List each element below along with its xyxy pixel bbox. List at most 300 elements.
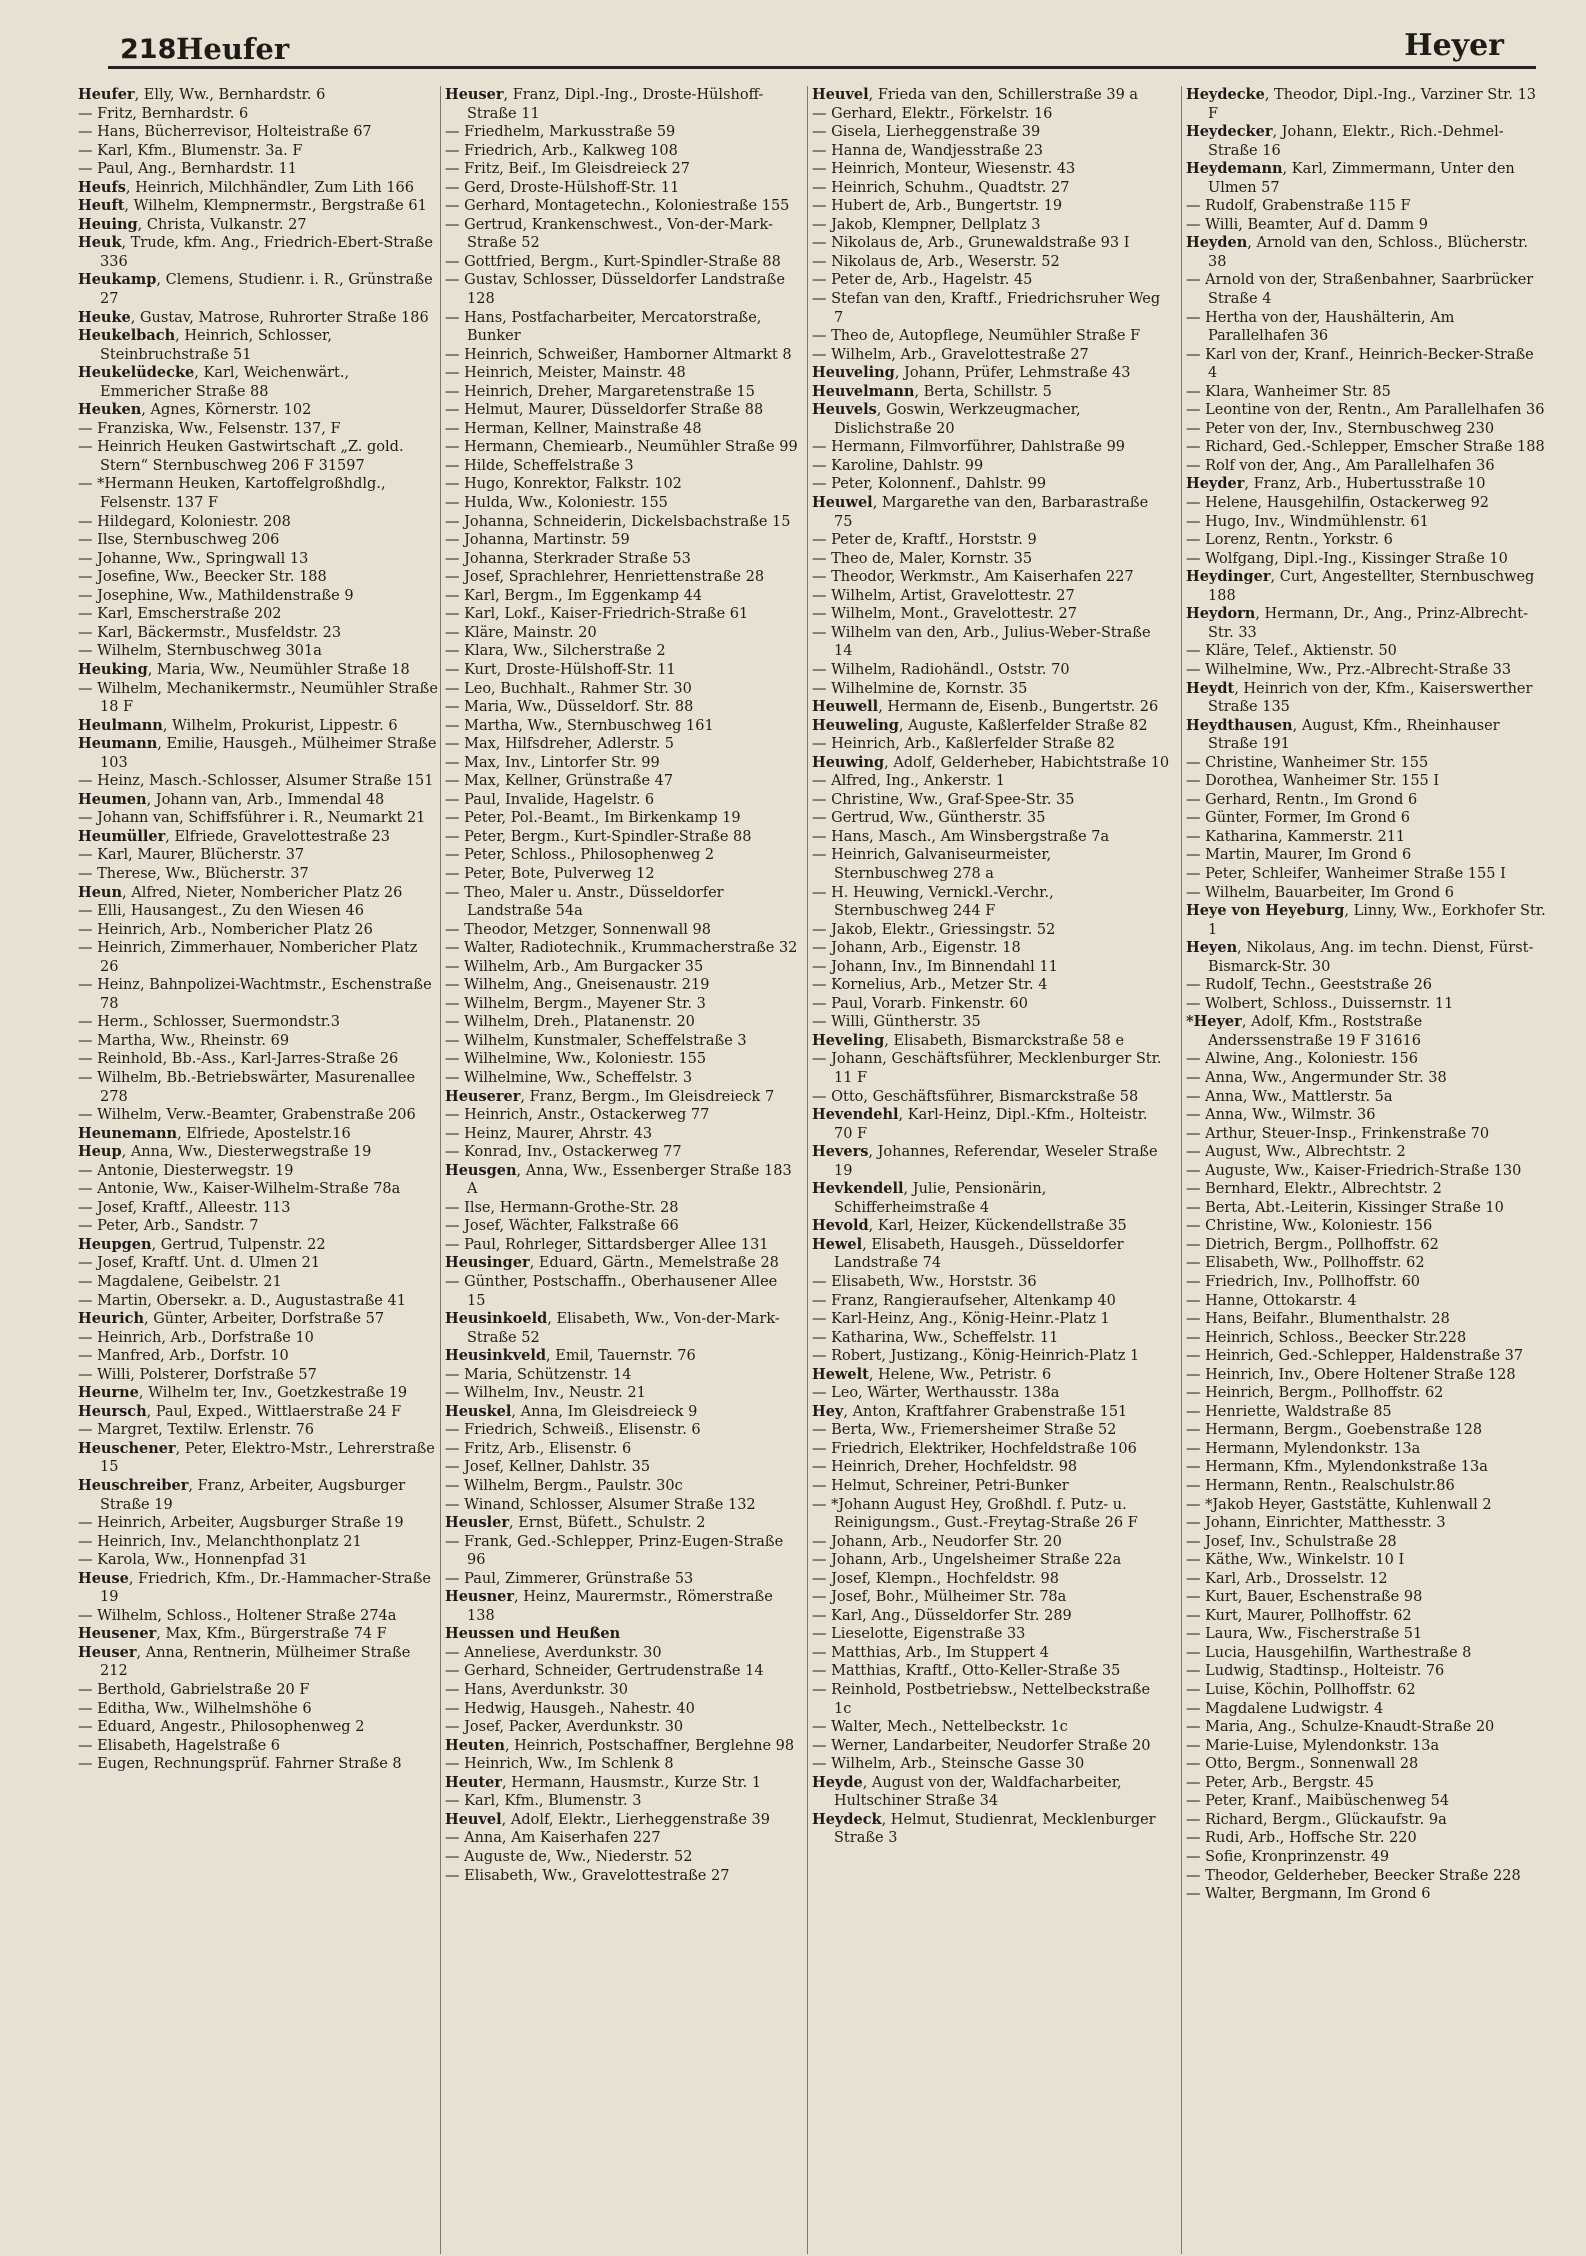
directory-entry: — Wilhelm, Artist, Gravelottestr. 27 (812, 587, 1075, 604)
directory-entry: Heydemann, Karl, Zimmermann, Unter den Ulmen 57 (1186, 160, 1515, 196)
directory-entry: Heuken, Agnes, Körnerstr. 102 (78, 401, 312, 419)
directory-entry: — Gisela, Lierheggenstraße 39 (812, 124, 1041, 141)
directory-entry: — Max, Inv., Lintorfer Str. 99 (445, 754, 660, 771)
directory-entry: — Maria, Ang., Schulze-Knaudt-Straße 20 (1186, 1719, 1495, 1736)
directory-entry: — Reinhold, Postbetriebsw., Nettelbeckstraße 1c (812, 1682, 1151, 1717)
directory-entry: — Heinrich, Anstr., Ostackerweg 77 (445, 1107, 710, 1124)
directory-entry: — Heinz, Masch.-Schlosser, Alsumer Straße 151 (78, 773, 434, 790)
directory-entry: — Walter, Mech., Nettelbeckstr. 1c (812, 1719, 1068, 1736)
directory-entry: — Hans, Postfacharbeiter, Mercatorstraße, Bunker (445, 309, 762, 345)
directory-entry: — Karl, Kfm., Blumenstr. 3 (445, 1793, 642, 1810)
directory-entry: — Karoline, Dahlstr. 99 (812, 457, 984, 474)
directory-entry: — Auguste, Ww., Kaiser-Friedrich-Straße 130 (1186, 1162, 1522, 1179)
directory-entry: — Wolbert, Schloss., Duissernstr. 11 (1186, 995, 1454, 1012)
directory-entry: Heyder, Franz, Arb., Hubertusstraße 10 (1186, 475, 1486, 493)
directory-entry: — Johann, Arb., Neudorfer Str. 20 (812, 1533, 1062, 1550)
directory-entry: — Anna, Ww., Wilmstr. 36 (1186, 1107, 1376, 1124)
directory-entry: — Manfred, Arb., Dorfstr. 10 (78, 1348, 289, 1365)
directory-entry: — Hermann, Rentn., Realschulstr.86 (1186, 1478, 1455, 1495)
directory-entry: Hewelt, Helene, Ww., Petristr. 6 (812, 1365, 1052, 1383)
directory-entry: Heydecke, Theodor, Dipl.-Ing., Varziner Str. 13 F (1186, 86, 1537, 122)
directory-entry: — Arthur, Steuer-Insp., Frinkenstraße 70 (1186, 1125, 1490, 1142)
directory-entry: Heuvelmann, Berta, Schillstr. 5 (812, 382, 1052, 400)
directory-entry: — Josef, Kellner, Dahlstr. 35 (445, 1459, 651, 1476)
directory-entry: — Gerhard, Schneider, Gertrudenstraße 14 (445, 1663, 764, 1680)
directory-entry: — Karola, Ww., Honnenpfad 31 (78, 1552, 308, 1569)
directory-entry: — Hermann, Kfm., Mylendonkstraße 13a (1186, 1459, 1488, 1476)
directory-entry: — Herman, Kellner, Mainstraße 48 (445, 420, 702, 437)
directory-entry: — Max, Kellner, Grünstraße 47 (445, 773, 674, 790)
directory-entry: — Josef, Packer, Averdunkstr. 30 (445, 1719, 684, 1736)
directory-entry: — Hugo, Inv., Windmühlenstr. 61 (1186, 513, 1429, 530)
directory-entry: — Christine, Ww., Graf-Spee-Str. 35 (812, 791, 1075, 808)
directory-entry: — Hans, Masch., Am Winsbergstraße 7a (812, 828, 1110, 845)
directory-entry: — Heinrich, Dreher, Hochfeldstr. 98 (812, 1459, 1078, 1476)
directory-entry: — Leontine von der, Rentn., Am Parallelhafen 36 (1186, 402, 1545, 419)
directory-entry: — Laura, Ww., Fischerstraße 51 (1186, 1626, 1423, 1643)
directory-entry: — Elisabeth, Ww., Gravelottestraße 27 (445, 1867, 730, 1884)
directory-entry: — Josef, Kraftf., Alleestr. 113 (78, 1199, 291, 1216)
directory-entry: — Wolfgang, Dipl.-Ing., Kissinger Straße 10 (1186, 550, 1508, 567)
directory-entry: — Gottfried, Bergm., Kurt-Spindler-Straße 88 (445, 253, 781, 270)
directory-entry: — Heinrich, Arbeiter, Augsburger Straße 19 (78, 1515, 404, 1532)
directory-entry: — Theodor, Metzger, Sonnenwall 98 (445, 921, 711, 938)
directory-entry: — Fritz, Arb., Elisenstr. 6 (445, 1440, 632, 1457)
directory-entry: — Rudolf, Grabenstraße 115 F (1186, 198, 1411, 215)
directory-entry: — Wilhelm, Arb., Am Burgacker 35 (445, 958, 704, 975)
directory-entry: — Friedrich, Schweiß., Elisenstr. 6 (445, 1422, 701, 1439)
directory-entry: — Heinrich, Inv., Obere Holtener Straße 128 (1186, 1366, 1516, 1383)
directory-entry: — Eduard, Angestr., Philosophenweg 2 (78, 1719, 365, 1736)
directory-entry: — Klara, Ww., Silcherstraße 2 (445, 643, 666, 660)
directory-entry: — Heinrich, Zimmerhauer, Nombericher Platz 26 (78, 940, 418, 975)
directory-entry: — Gerhard, Elektr., Förkelstr. 16 (812, 105, 1053, 122)
directory-entry: — Martin, Obersekr. a. D., Augustastraße 41 (78, 1292, 406, 1309)
directory-entry: — Hulda, Ww., Koloniestr. 155 (445, 495, 668, 512)
directory-entry: — Heinrich, Galvaniseurmeister, Sternbuschweg 278 a (812, 847, 1052, 882)
directory-entry: — Henriette, Waldstraße 85 (1186, 1403, 1392, 1420)
directory-entry: — Winand, Schlosser, Alsumer Straße 132 (445, 1496, 756, 1513)
directory-entry: — Johann, Geschäftsführer, Mecklenburger Str. 11 F (812, 1051, 1162, 1086)
directory-entry: — Hanne, Ottokarstr. 4 (1186, 1292, 1357, 1309)
directory-entry: — Wilhelm, Inv., Neustr. 21 (445, 1385, 646, 1402)
directory-entry: — Hubert de, Arb., Bungertstr. 19 (812, 198, 1063, 215)
directory-entry: — Wilhelm, Mechanikermstr., Neumühler Straße 18 F (78, 680, 438, 716)
directory-entry: — Katharina, Kammerstr. 211 (1186, 828, 1406, 845)
page-header (108, 28, 1536, 69)
directory-entry: Heuveling, Johann, Prüfer, Lehmstraße 43 (812, 364, 1131, 382)
directory-entry: Heuk, Trude, kfm. Ang., Friedrich-Ebert-Straße 336 (78, 234, 433, 270)
directory-entry: — Kläre, Mainstr. 20 (445, 624, 597, 641)
directory-entry: — Werner, Landarbeiter, Neudorfer Straße 20 (812, 1737, 1151, 1754)
directory-entry: Heuke, Gustav, Matrose, Ruhrorter Straße 186 (78, 308, 429, 326)
directory-entry: — Eugen, Rechnungsprüf. Fahrner Straße 8 (78, 1756, 402, 1773)
directory-entry: — Josef, Klempn., Hochfeldstr. 98 (812, 1570, 1059, 1587)
directory-entry: — Elisabeth, Ww., Pollhoffstr. 62 (1186, 1255, 1425, 1272)
directory-entry: Heydeck, Helmut, Studienrat, Mecklenburger Straße 3 (812, 1810, 1156, 1847)
directory-entry: — Otto, Geschäftsführer, Bismarckstraße 58 (812, 1088, 1139, 1105)
directory-entry: — August, Ww., Albrechtstr. 2 (1186, 1144, 1406, 1161)
directory-entry: — Matthias, Kraftf., Otto-Keller-Straße 35 (812, 1663, 1121, 1680)
directory-entry: Heuter, Hermann, Hausmstr., Kurze Str. 1 (445, 1773, 762, 1791)
directory-entry: Hevendehl, Karl-Heinz, Dipl.-Kfm., Holteistr. 70 F (812, 1106, 1148, 1142)
directory-entry: — Walter, Bergmann, Im Grond 6 (1186, 1886, 1431, 1903)
directory-entry: — Martha, Ww., Rheinstr. 69 (78, 1032, 290, 1049)
directory-entry: — Antonie, Diesterwegstr. 19 (78, 1162, 294, 1179)
directory-entry: Heusler, Ernst, Büfett., Schulstr. 2 (445, 1514, 706, 1532)
directory-entry: — Heinrich, Dreher, Margaretenstraße 15 (445, 383, 755, 400)
directory-entry: — Helene, Hausgehilfin, Ostackerweg 92 (1186, 495, 1490, 512)
directory-entry: — Wilhelmine, Ww., Koloniestr. 155 (445, 1051, 707, 1068)
directory-entry: Heurne, Wilhelm ter, Inv., Goetzkestraße 19 (78, 1384, 408, 1402)
directory-entry: Heusener, Max, Kfm., Bürgerstraße 74 F (78, 1625, 387, 1643)
directory-entry: Heusinkoeld, Elisabeth, Ww., Von-der-Mark-Straße 52 (445, 1310, 780, 1346)
directory-entry: Heufer, Elly, Ww., Bernhardstr. 6 (78, 86, 326, 103)
directory-entry: — Peter, Bergm., Kurt-Spindler-Straße 88 (445, 828, 752, 845)
directory-entry: — Elisabeth, Hagelstraße 6 (78, 1737, 281, 1754)
directory-entry: — Josef, Sprachlehrer, Henriettenstraße 28 (445, 569, 765, 586)
directory-entry: — Christine, Wanheimer Str. 155 (1186, 754, 1429, 771)
directory-entry: — Alfred, Ing., Ankerstr. 1 (812, 773, 1005, 790)
directory-entry: — Max, Hilfsdreher, Adlerstr. 5 (445, 736, 674, 753)
directory-entry: — Sofie, Kronprinzenstr. 49 (1186, 1848, 1390, 1865)
directory-entry: — Gertrud, Krankenschwest., Von-der-Mark-Straße 52 (445, 216, 773, 252)
directory-entry: — Alwine, Ang., Koloniestr. 156 (1186, 1051, 1418, 1068)
directory-entry: — *Johann August Hey, Großhdl. f. Putz- u. Reinigungsm., Gust.-Freytag-Straße 26 F (812, 1496, 1138, 1532)
directory-entry: — Wilhelm, Bergm., Mayener Str. 3 (445, 995, 706, 1012)
directory-entry: — Robert, Justizang., König-Heinrich-Platz 1 (812, 1348, 1140, 1365)
directory-entry: — Reinhold, Bb.-Ass., Karl-Jarres-Straße 26 (78, 1051, 399, 1068)
directory-entry: — Hanna de, Wandjesstraße 23 (812, 142, 1044, 159)
directory-entry: — Marie-Luise, Mylendonkstr. 13a (1186, 1737, 1440, 1754)
directory-entry: — Jakob, Elektr., Griessingstr. 52 (812, 921, 1056, 938)
directory-entry: — Lieselotte, Eigenstraße 33 (812, 1626, 1026, 1643)
directory-entry: — Anna, Am Kaiserhafen 227 (445, 1830, 661, 1847)
directory-entry: — Herm., Schlosser, Suermondstr.3 (78, 1014, 340, 1031)
left-running-title: Heufer (176, 32, 290, 66)
directory-entry: Heuft, Wilhelm, Klempnermstr., Bergstraße 61 (78, 197, 427, 215)
directory-entry: — Josef, Wächter, Falkstraße 66 (445, 1218, 679, 1235)
directory-entry: — Gustav, Schlosser, Düsseldorfer Landstraße 128 (445, 272, 785, 308)
directory-entry: — Hedwig, Hausgeh., Nahestr. 40 (445, 1700, 695, 1717)
directory-entry: — Nikolaus de, Arb., Weserstr. 52 (812, 253, 1060, 270)
directory-entry: — Gertrud, Ww., Güntherstr. 35 (812, 810, 1046, 827)
directory-entry: — Maria, Ww., Düsseldorf. Str. 88 (445, 699, 694, 716)
directory-entry: — Hans, Beifahr., Blumenthalstr. 28 (1186, 1311, 1450, 1328)
directory-entry: — Berta, Ww., Friemersheimer Straße 52 (812, 1422, 1117, 1439)
directory-entry: — Josef, Kraftf. Unt. d. Ulmen 21 (78, 1255, 321, 1272)
directory-entry: Heuvel, Adolf, Elektr., Lierheggenstraße 39 (445, 1810, 770, 1828)
directory-entry: Hevold, Karl, Heizer, Kückendellstraße 35 (812, 1217, 1127, 1235)
directory-entry: — Gerhard, Rentn., Im Grond 6 (1186, 791, 1418, 808)
directory-entry: — Peter de, Arb., Hagelstr. 45 (812, 272, 1033, 289)
directory-entry: — Ilse, Sternbuschweg 206 (78, 532, 280, 549)
directory-entry: — Johann, Arb., Eigenstr. 18 (812, 940, 1021, 957)
directory-entry: — *Jakob Heyer, Gaststätte, Kuhlenwall 2 (1186, 1496, 1492, 1513)
directory-entry: — Rudolf, Techn., Geeststraße 26 (1186, 977, 1433, 994)
directory-entry: — Leo, Wärter, Werthausstr. 138a (812, 1385, 1060, 1402)
directory-entry: — Luise, Köchin, Pollhoffstr. 62 (1186, 1682, 1416, 1699)
directory-entry: — Friedrich, Inv., Pollhoffstr. 60 (1186, 1274, 1421, 1290)
directory-entry: — Arnold von der, Straßenbahner, Saarbrücker Straße 4 (1186, 272, 1534, 308)
directory-entry: — Hermann, Bergm., Goebenstraße 128 (1186, 1422, 1483, 1439)
directory-entry: — Editha, Ww., Wilhelmshöhe 6 (78, 1700, 312, 1717)
directory-entry: — Karl, Ang., Düsseldorfer Str. 289 (812, 1607, 1072, 1624)
directory-entry: Heusinger, Eduard, Gärtn., Memelstraße 28 (445, 1254, 779, 1272)
directory-entry: — Heinrich, Monteur, Wiesenstr. 43 (812, 161, 1076, 178)
directory-entry: Heuten, Heinrich, Postschaffner, Berglehne 98 (445, 1736, 795, 1754)
directory-entry: Heumen, Johann van, Arb., Immendal 48 (78, 790, 385, 808)
directory-entry: — H. Heuwing, Vernickl.-Verchr., Sternbuschweg 244 F (812, 884, 1054, 920)
directory-entry: — Karl-Heinz, Ang., König-Heinr.-Platz 1 (812, 1311, 1110, 1328)
directory-entry: — Kurt, Bauer, Eschenstraße 98 (1186, 1589, 1423, 1606)
directory-entry: — Hermann, Chemiearb., Neumühler Straße 99 (445, 439, 798, 456)
directory-entry: — Franz, Rangieraufseher, Altenkamp 40 (812, 1292, 1116, 1309)
directory-entry: — Heinz, Maurer, Ahrstr. 43 (445, 1125, 653, 1142)
directory-entry: Heulmann, Wilhelm, Prokurist, Lippestr. 6 (78, 716, 398, 734)
directory-entry: Heuwel, Margarethe van den, Barbarastraße 75 (812, 494, 1149, 530)
directory-entry: — Hildegard, Koloniestr. 208 (78, 513, 291, 530)
directory-entry: — Heinrich, Arb., Kaßlerfelder Straße 82 (812, 736, 1116, 753)
directory-entry: — Gerhard, Montagetechn., Koloniestraße 155 (445, 198, 790, 215)
directory-entry: — Matthias, Arb., Im Stuppert 4 (812, 1644, 1049, 1661)
directory-entry: — Fritz, Bernhardstr. 6 (78, 105, 249, 122)
directory-entry: — Josefine, Ww., Beecker Str. 188 (78, 569, 327, 586)
directory-entry: — Paul, Rohrleger, Sittardsberger Allee 131 (445, 1236, 769, 1253)
directory-entry: — Peter, Bote, Pulverweg 12 (445, 865, 655, 882)
directory-entry: — Theo, Maler u. Anstr., Düsseldorfer Landstraße 54a (445, 884, 724, 920)
directory-entry: — Peter, Pol.-Beamt., Im Birkenkamp 19 (445, 810, 741, 827)
directory-entry: — Peter, Kranf., Maibüschenweg 54 (1186, 1793, 1450, 1810)
directory-entry: — Maria, Schützenstr. 14 (445, 1366, 632, 1383)
directory-entry: Hevkendell, Julie, Pensionärin, Schifferheimstraße 4 (812, 1180, 1047, 1216)
directory-entry: — Josephine, Ww., Mathildenstraße 9 (78, 587, 354, 604)
directory-entry: Heumüller, Elfriede, Gravelottestraße 23 (78, 827, 390, 845)
directory-entry: — Rudi, Arb., Hoffsche Str. 220 (1186, 1830, 1417, 1847)
directory-entry: — Berta, Abt.-Leiterin, Kissinger Straße 10 (1186, 1199, 1504, 1216)
directory-entry: — Johanna, Schneiderin, Dickelsbachstraße 15 (445, 513, 791, 530)
directory-entry: Heydthausen, August, Kfm., Rheinhauser Straße 191 (1186, 716, 1500, 753)
directory-entry: — Theodor, Gelderheber, Beecker Straße 228 (1186, 1867, 1521, 1884)
directory-entry: — Martha, Ww., Sternbuschweg 161 (445, 717, 714, 734)
directory-entry: Heuse, Friedrich, Kfm., Dr.-Hammacher-Straße 19 (78, 1569, 431, 1606)
directory-entry: — Karl, Lokf., Kaiser-Friedrich-Straße 61 (445, 606, 749, 623)
directory-entry: Heydecker, Johann, Elektr., Rich.-Dehmel-Straße 16 (1186, 123, 1504, 159)
directory-entry: Heuschener, Peter, Elektro-Mstr., Lehrerstraße 15 (78, 1439, 435, 1476)
column-1 (78, 86, 438, 2254)
directory-entry: — Günther, Postschaffn., Oberhausener Allee 15 (445, 1274, 778, 1309)
directory-entry: — Anna, Ww., Angermunder Str. 38 (1186, 1069, 1447, 1086)
directory-entry: — Kläre, Telef., Aktienstr. 50 (1186, 643, 1397, 660)
directory-entry: — Johann, Arb., Ungelsheimer Straße 22a (812, 1552, 1122, 1569)
directory-entry: — Wilhelmine, Ww., Prz.-Albrecht-Straße 33 (1186, 661, 1512, 678)
directory-entry: Hewel, Elisabeth, Hausgeh., Düsseldorfer Landstraße 74 (812, 1235, 1124, 1272)
directory-entry: — Theo de, Autopflege, Neumühler Straße F (812, 328, 1141, 345)
directory-entry: — Heinrich, Bergm., Pollhoffstr. 62 (1186, 1385, 1444, 1402)
directory-entry: — Wilhelm, Radiohändl., Oststr. 70 (812, 661, 1070, 678)
directory-entry: — Johanne, Ww., Springwall 13 (78, 550, 309, 567)
directory-entry: Heusinkveld, Emil, Tauernstr. 76 (445, 1347, 696, 1365)
directory-entry: Heyde, August von der, Waldfacharbeiter, Hultschiner Straße 34 (812, 1773, 1122, 1810)
directory-entry: — Elli, Hausangest., Zu den Wiesen 46 (78, 903, 364, 920)
directory-entry: Heurich, Günter, Arbeiter, Dorfstraße 57 (78, 1310, 385, 1328)
directory-entry: — Helmut, Maurer, Düsseldorfer Straße 88 (445, 402, 764, 419)
directory-entry: — Heinrich Heuken Gastwirtschaft „Z. gold. Stern“ Sternbuschweg 206 F 31597 (78, 439, 404, 474)
directory-entry: — Konrad, Inv., Ostackerweg 77 (445, 1144, 682, 1161)
directory-entry: Heussen und Heußen (445, 1625, 621, 1643)
directory-entry: Heuing, Christa, Vulkanstr. 27 (78, 215, 307, 233)
directory-entry: — Richard, Ged.-Schlepper, Emscher Straße 188 (1186, 439, 1545, 456)
directory-entry: — Lorenz, Rentn., Yorkstr. 6 (1186, 532, 1393, 549)
page-number: 218 (120, 34, 177, 65)
directory-entry: — Willi, Polsterer, Dorfstraße 57 (78, 1366, 317, 1383)
directory-entry: Heuvels, Goswin, Werkzeugmacher, Dislichstraße 20 (812, 401, 1081, 437)
directory-entry: — Wilhelm, Mont., Gravelottestr. 27 (812, 606, 1077, 623)
directory-entry: — Ludwig, Stadtinsp., Holteistr. 76 (1186, 1663, 1445, 1680)
directory-entry: — Heinrich, Schloss., Beecker Str.228 (1186, 1329, 1467, 1346)
directory-entry: Heydorn, Hermann, Dr., Ang., Prinz-Albrecht-Str. 33 (1186, 605, 1529, 641)
directory-entry: — Elisabeth, Ww., Horststr. 36 (812, 1274, 1037, 1290)
directory-entry: — Wilhelm, Bb.-Betriebswärter, Masurenallee 278 (78, 1069, 416, 1105)
directory-entry: — Wilhelmine, Ww., Scheffelstr. 3 (445, 1069, 693, 1086)
directory-entry: — Heinrich, Ww., Im Schlenk 8 (445, 1756, 674, 1773)
directory-entry: Heusner, Heinz, Maurermstr., Römerstraße 138 (445, 1588, 773, 1624)
directory-entry: — Johanna, Martinstr. 59 (445, 532, 630, 549)
directory-entry: — Peter von der, Inv., Sternbuschweg 230 (1186, 420, 1495, 437)
directory-entry: — Nikolaus de, Arb., Grunewaldstraße 93 I (812, 235, 1130, 252)
directory-entry: — Theodor, Werkmstr., Am Kaiserhafen 227 (812, 569, 1134, 586)
directory-entry: Heukamp, Clemens, Studienr. i. R., Grünstraße 27 (78, 271, 433, 308)
directory-entry: — Hans, Averdunkstr. 30 (445, 1682, 629, 1699)
directory-entry: — Martin, Maurer, Im Grond 6 (1186, 847, 1412, 864)
directory-entry: — Anna, Ww., Mattlerstr. 5a (1186, 1088, 1393, 1105)
directory-entry: — Lucia, Hausgehilfin, Warthestraße 8 (1186, 1644, 1472, 1661)
column-4 (1181, 86, 1546, 2254)
directory-entry: — Wilhelm, Dreh., Platanenstr. 20 (445, 1014, 695, 1031)
directory-entry: — Heinrich, Arb., Dorfstraße 10 (78, 1329, 314, 1346)
directory-entry: — Peter de, Kraftf., Horststr. 9 (812, 532, 1037, 549)
directory-entry: Heuking, Maria, Ww., Neumühler Straße 18 (78, 660, 410, 678)
directory-entry: — Friedhelm, Markusstraße 59 (445, 124, 676, 141)
directory-entry: — Bernhard, Elektr., Albrechtstr. 2 (1186, 1181, 1442, 1198)
directory-entry: — Jakob, Klempner, Dellplatz 3 (812, 216, 1041, 233)
directory-entry: — Stefan van den, Kraftf., Friedrichsruher Weg 7 (812, 291, 1161, 326)
directory-entry: — Peter, Arb., Bergstr. 45 (1186, 1774, 1374, 1791)
directory-entry: — Richard, Bergm., Glückaufstr. 9a (1186, 1811, 1447, 1828)
directory-entry: — Walter, Radiotechnik., Krummacherstraße 32 (445, 940, 798, 957)
directory-entry: — Karl, Arb., Drosselstr. 12 (1186, 1570, 1388, 1587)
directory-entry: Heufs, Heinrich, Milchhändler, Zum Lith 166 (78, 178, 414, 196)
directory-entry: — Margret, Textilw. Erlenstr. 76 (78, 1422, 315, 1439)
directory-entry: — Hertha von der, Haushälterin, Am Parallelhafen 36 (1186, 309, 1455, 345)
directory-entry: — Therese, Ww., Blücherstr. 37 (78, 865, 309, 882)
directory-entry: — Karl von der, Kranf., Heinrich-Becker-Straße 4 (1186, 346, 1534, 382)
directory-entry: — Paul, Ang., Bernhardstr. 11 (78, 161, 297, 178)
directory-entry: — Kornelius, Arb., Metzer Str. 4 (812, 977, 1048, 994)
directory-entry: — Helmut, Schreiner, Petri-Bunker (812, 1478, 1069, 1495)
directory-entry: — Paul, Invalide, Hagelstr. 6 (445, 791, 655, 808)
directory-entry: — Wilhelm, Bergm., Paulstr. 30c (445, 1478, 683, 1495)
directory-entry: Heup, Anna, Ww., Diesterwegstraße 19 (78, 1143, 372, 1161)
directory-entry: Heveling, Elisabeth, Bismarckstraße 58 e (812, 1031, 1125, 1049)
directory-entry: Hey, Anton, Kraftfahrer Grabenstraße 151 (812, 1402, 1128, 1420)
directory-entry: Heun, Alfred, Nieter, Nombericher Platz 26 (78, 883, 403, 901)
directory-entry: — Leo, Buchhalt., Rahmer Str. 30 (445, 680, 692, 697)
directory-entry: — Magdalene Ludwigstr. 4 (1186, 1700, 1384, 1717)
directory-entry: — Kurt, Maurer, Pollhoffstr. 62 (1186, 1607, 1412, 1624)
directory-entry: — Rolf von der, Ang., Am Parallelhafen 36 (1186, 457, 1495, 474)
directory-entry: Heydinger, Curt, Angestellter, Sternbuschweg 188 (1186, 568, 1535, 604)
directory-entry: — Theo de, Maler, Kornstr. 35 (812, 550, 1033, 567)
directory-entry: — Hugo, Konrektor, Falkstr. 102 (445, 476, 682, 493)
directory-entry: — Berthold, Gabrielstraße 20 F (78, 1682, 310, 1699)
directory-entry: — Karl, Kfm., Blumenstr. 3a. F (78, 142, 303, 159)
directory-entry: — Wilhelm van den, Arb., Julius-Weber-Straße 14 (812, 624, 1151, 660)
directory-entry: Heunemann, Elfriede, Apostelstr.16 (78, 1124, 351, 1142)
directory-columns (78, 86, 1566, 2254)
directory-entry: — Karl, Bergm., Im Eggenkamp 44 (445, 587, 703, 604)
directory-entry: — Paul, Vorarb. Finkenstr. 60 (812, 995, 1028, 1012)
directory-entry: — Willi, Güntherstr. 35 (812, 1014, 981, 1031)
directory-entry: Heuwing, Adolf, Gelderheber, Habichtstraße 10 (812, 753, 1170, 771)
directory-entry: — Fritz, Beif., Im Gleisdreieck 27 (445, 161, 690, 178)
directory-entry: — Heinrich, Meister, Mainstr. 48 (445, 365, 686, 382)
directory-entry: — Wilhelm, Kunstmaler, Scheffelstraße 3 (445, 1032, 747, 1049)
directory-entry: — Peter, Kolonnenf., Dahlstr. 99 (812, 476, 1047, 493)
directory-entry: Heuskel, Anna, Im Gleisdreieck 9 (445, 1402, 698, 1420)
directory-entry: — Karl, Maurer, Blücherstr. 37 (78, 847, 305, 864)
directory-entry: — Hans, Bücherrevisor, Holteistraße 67 (78, 124, 372, 141)
directory-entry: — Hermann, Mylendonkstr. 13a (1186, 1440, 1421, 1457)
directory-entry: Heuweling, Auguste, Kaßlerfelder Straße 82 (812, 716, 1148, 734)
directory-entry: — Dorothea, Wanheimer Str. 155 I (1186, 773, 1440, 790)
directory-entry: Heuser, Franz, Dipl.-Ing., Droste-Hülshoff-Straße 11 (445, 86, 764, 122)
directory-entry: — Johann, Inv., Im Binnendahl 11 (812, 958, 1058, 975)
directory-entry: — Anneliese, Averdunkstr. 30 (445, 1644, 662, 1661)
directory-entry: Heursch, Paul, Exped., Wittlaerstraße 24 F (78, 1402, 402, 1420)
directory-entry: — Heinrich, Inv., Melanchthonplatz 21 (78, 1533, 362, 1550)
directory-entry: — Magdalene, Geibelstr. 21 (78, 1274, 282, 1290)
directory-entry: — Gerd, Droste-Hülshoff-Str. 11 (445, 179, 680, 196)
directory-entry: — Josef, Inv., Schulstraße 28 (1186, 1533, 1397, 1550)
directory-entry: — Karl, Emscherstraße 202 (78, 606, 282, 623)
column-3 (807, 86, 1170, 2254)
directory-entry: — Auguste de, Ww., Niederstr. 52 (445, 1848, 693, 1865)
directory-entry: — Christine, Ww., Koloniestr. 156 (1186, 1218, 1433, 1235)
directory-entry: — Peter, Schloss., Philosophenweg 2 (445, 847, 715, 864)
directory-entry: — Otto, Bergm., Sonnenwall 28 (1186, 1756, 1419, 1773)
directory-entry: Heupgen, Gertrud, Tulpenstr. 22 (78, 1235, 326, 1253)
directory-entry: *Heyer, Adolf, Kfm., Roststraße Anderssenstraße 19 F 31616 (1186, 1013, 1423, 1049)
directory-entry: — Heinz, Bahnpolizei-Wachtmstr., Eschenstraße 78 (78, 977, 432, 1012)
directory-entry: — Peter, Arb., Sandstr. 7 (78, 1218, 259, 1235)
directory-entry: Heuschreiber, Franz, Arbeiter, Augsburger Straße 19 (78, 1477, 406, 1513)
directory-entry: Heydt, Heinrich von der, Kfm., Kaiserswerther Straße 135 (1186, 679, 1533, 716)
directory-entry: — Dietrich, Bergm., Pollhoffstr. 62 (1186, 1236, 1439, 1253)
directory-entry: — Ilse, Hermann-Grothe-Str. 28 (445, 1199, 679, 1216)
directory-entry: — Josef, Bohr., Mülheimer Str. 78a (812, 1589, 1067, 1606)
directory-entry: — Wilhelm, Bauarbeiter, Im Grond 6 (1186, 884, 1455, 901)
directory-entry: — Heinrich, Schuhm., Quadtstr. 27 (812, 179, 1070, 196)
directory-entry: — Paul, Zimmerer, Grünstraße 53 (445, 1570, 694, 1587)
directory-entry: — Kurt, Droste-Hülshoff-Str. 11 (445, 661, 676, 678)
directory-entry: Heyen, Nikolaus, Ang. im techn. Dienst, Fürst-Bismarck-Str. 30 (1186, 939, 1534, 975)
directory-entry: — Friedrich, Elektriker, Hochfeldstraße 106 (812, 1440, 1137, 1457)
directory-entry: — *Hermann Heuken, Kartoffelgroßhdlg., Felsenstr. 137 F (78, 476, 386, 512)
directory-entry: Heumann, Emilie, Hausgeh., Mülheimer Straße 103 (78, 735, 437, 771)
directory-entry: — Hermann, Filmvorführer, Dahlstraße 99 (812, 439, 1126, 456)
directory-entry: — Willi, Beamter, Auf d. Damm 9 (1186, 216, 1429, 233)
